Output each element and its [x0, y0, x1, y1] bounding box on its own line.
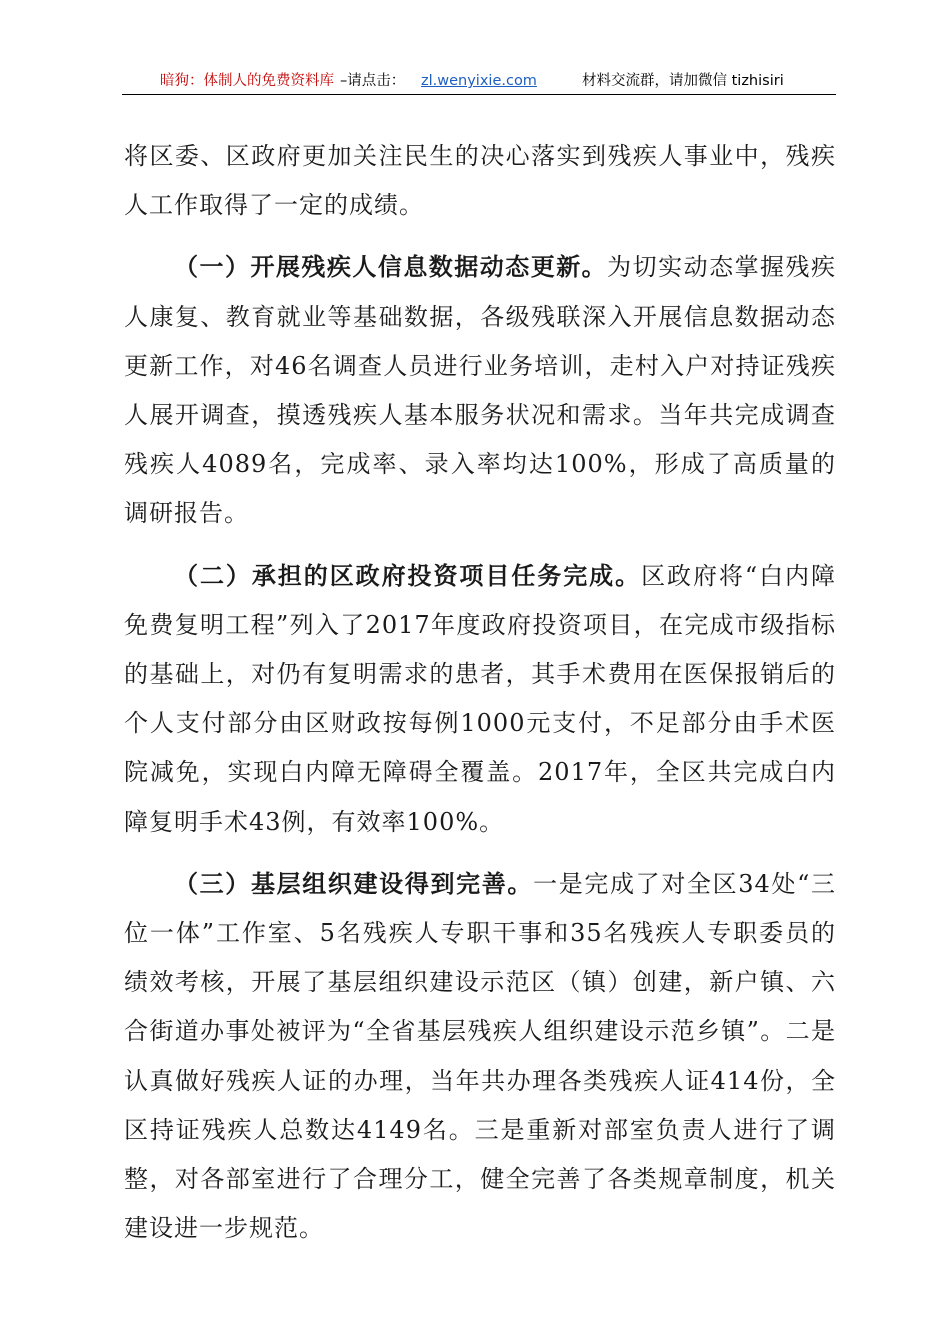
header-link[interactable]: zl.wenyixie.com — [421, 73, 537, 89]
paragraph-section-1 — [124, 242, 836, 538]
section-1-heading: （一）开展残疾人信息数据动态更新。 — [174, 252, 608, 282]
section-2-text: 区政府将“白内障免费复明工程”列入了2017年度政府投资项目，在完成市级指标的基础上，对仍有复明需求的患者，其手术费用在医保报销后的个人支付部分由区财政按每例1000元支付，不足部分由手术医院减免，实现白内障无障碍全覆盖。2017年，全区共完成白内障复明手术43例，有效率100%。 — [124, 561, 836, 836]
section-2-heading: （二）承担的区政府投资项目任务完成。 — [174, 560, 642, 590]
section-3-heading: （三）基层组织建设得到完善。 — [174, 868, 534, 898]
header-divider — [122, 94, 836, 95]
section-1-text: 为切实动态掌握残疾人康复、教育就业等基础数据，各级残联深入开展信息数据动态更新工作，对46名调查人员进行业务培训，走村入户对持证残疾人展开调查，摸透残疾人基本服务状况和需求。当年共完成调查残疾人4089名，完成率、录入率均达100%，形成了高质量的调研报告。 — [124, 253, 837, 528]
document-body — [124, 132, 836, 1253]
paragraph-intro: 将区委、区政府更加关注民生的决心落实到残疾人事业中，残疾人工作取得了一定的成绩。 — [124, 142, 836, 220]
header-brand: 暗狗：体制人的免费资料库 — [160, 73, 334, 89]
header-contact: 材料交流群，请加微信 tizhisiri — [582, 73, 784, 89]
page-header — [0, 68, 950, 94]
paragraph-gap — [124, 847, 836, 859]
paragraph-section-3 — [124, 859, 836, 1254]
section-3-text: 一是完成了对全区34处“三位一体”工作室、5名残疾人专职干事和35名残疾人专职委员的绩效考核，开展了基层组织建设示范区（镇）创建，新户镇、六合街道办事处被评为“全省基层残疾人组织建设示范乡镇”。二是认真做好残疾人证的办理，当年共办理各类残疾人证414份，全区持证残疾人总数达4149名。三是重新对部室负责人进行了调整，对各部室进行了合理分工，健全完善了各类规章制度，机关建设进一步规范。 — [124, 869, 837, 1243]
header-click-prompt: –请点击： — [340, 73, 406, 89]
paragraph-gap — [124, 230, 836, 242]
paragraph-gap — [124, 539, 836, 551]
paragraph-section-2 — [124, 551, 836, 847]
